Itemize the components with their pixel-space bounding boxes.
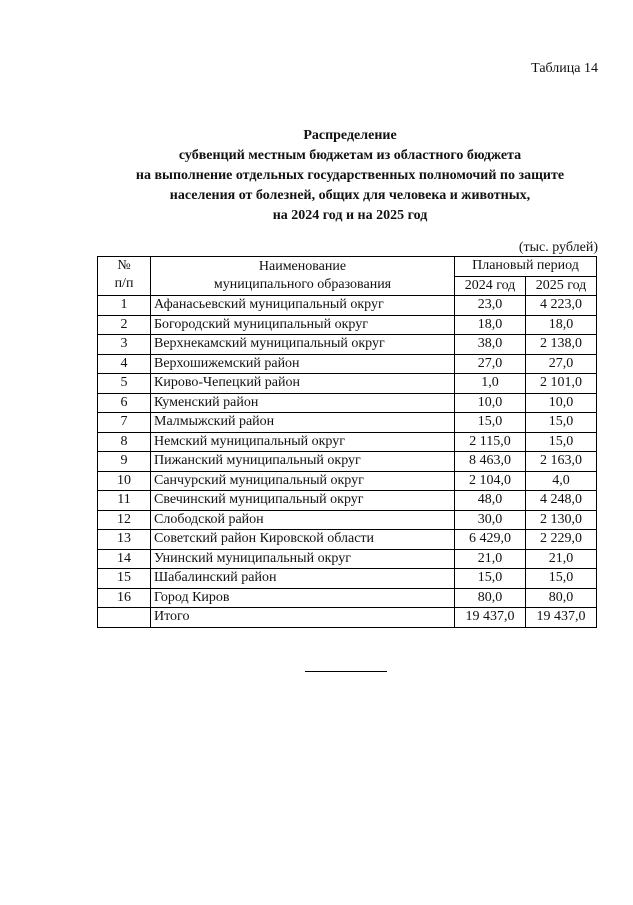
- row-value-2025: 2 163,0: [526, 452, 597, 472]
- row-name: Город Киров: [151, 588, 455, 608]
- table-row: [98, 432, 597, 452]
- row-value-2025: 4,0: [526, 471, 597, 491]
- row-number: 8: [98, 432, 151, 452]
- row-name: Шабалинский район: [151, 569, 455, 589]
- row-value-2024: 48,0: [455, 491, 526, 511]
- header-num-line1: №: [117, 258, 131, 273]
- row-number: 1: [98, 296, 151, 316]
- row-number: 7: [98, 413, 151, 433]
- table-row: [98, 549, 597, 569]
- table-row: [98, 354, 597, 374]
- table-row: [98, 315, 597, 335]
- row-value-2025: 2 101,0: [526, 374, 597, 394]
- distribution-table: [97, 256, 597, 628]
- row-number: 2: [98, 315, 151, 335]
- row-name: Богородский муниципальный округ: [151, 315, 455, 335]
- table-body: [98, 296, 597, 628]
- header-num-line2: п/п: [114, 276, 134, 291]
- total-row: [98, 608, 597, 628]
- row-value-2024: 15,0: [455, 569, 526, 589]
- table-row: [98, 413, 597, 433]
- row-name: Куменский район: [151, 393, 455, 413]
- row-value-2025: 80,0: [526, 588, 597, 608]
- heading-line: Распределение: [303, 128, 397, 143]
- row-value-2024: 38,0: [455, 335, 526, 355]
- row-value-2025: 2 229,0: [526, 530, 597, 550]
- row-name: Санчурский муниципальный округ: [151, 471, 455, 491]
- row-number: 15: [98, 569, 151, 589]
- total-value-2024: 19 437,0: [455, 608, 526, 628]
- heading-line: на 2024 год и на 2025 год: [272, 208, 428, 223]
- row-number: 14: [98, 549, 151, 569]
- row-value-2025: 15,0: [526, 413, 597, 433]
- total-number: [98, 608, 151, 628]
- row-name: Пижанский муниципальный округ: [151, 452, 455, 472]
- table-row: [98, 374, 597, 394]
- row-value-2025: 21,0: [526, 549, 597, 569]
- row-number: 5: [98, 374, 151, 394]
- row-value-2024: 18,0: [455, 315, 526, 335]
- row-value-2025: 18,0: [526, 315, 597, 335]
- row-number: 4: [98, 354, 151, 374]
- row-value-2025: 2 130,0: [526, 510, 597, 530]
- row-value-2024: 30,0: [455, 510, 526, 530]
- row-value-2024: 6 429,0: [455, 530, 526, 550]
- row-name: Кирово-Чепецкий район: [151, 374, 455, 394]
- header-year-2025: 2025 год: [526, 276, 597, 296]
- heading-line: населения от болезней, общих для человека и животных,: [169, 188, 531, 203]
- row-value-2025: 27,0: [526, 354, 597, 374]
- row-number: 10: [98, 471, 151, 491]
- row-value-2024: 1,0: [455, 374, 526, 394]
- heading-line: субвенций местным бюджетам из областного бюджета: [178, 148, 522, 163]
- row-number: 11: [98, 491, 151, 511]
- row-value-2024: 2 104,0: [455, 471, 526, 491]
- row-value-2025: 15,0: [526, 432, 597, 452]
- table-row: [98, 393, 597, 413]
- row-name: Советский район Кировской области: [151, 530, 455, 550]
- row-value-2025: 2 138,0: [526, 335, 597, 355]
- table-row: [98, 530, 597, 550]
- header-year-2024: 2024 год: [455, 276, 526, 296]
- table-row: [98, 491, 597, 511]
- row-value-2024: 80,0: [455, 588, 526, 608]
- row-name: Свечинский муниципальный округ: [151, 491, 455, 511]
- heading-line: на выполнение отдельных государственных полномочий по защите: [135, 168, 565, 183]
- table-row: [98, 335, 597, 355]
- row-value-2024: 23,0: [455, 296, 526, 316]
- row-name: Верхнекамский муниципальный округ: [151, 335, 455, 355]
- row-name: Верхошижемский район: [151, 354, 455, 374]
- row-name: Немский муниципальный округ: [151, 432, 455, 452]
- row-value-2025: 10,0: [526, 393, 597, 413]
- row-number: 3: [98, 335, 151, 355]
- row-number: 13: [98, 530, 151, 550]
- row-value-2024: 15,0: [455, 413, 526, 433]
- table-number-label: Таблица 14: [531, 61, 598, 76]
- table-row: [98, 452, 597, 472]
- row-number: 9: [98, 452, 151, 472]
- header-num: [98, 257, 151, 296]
- table-row: [98, 588, 597, 608]
- row-value-2024: 2 115,0: [455, 432, 526, 452]
- row-value-2024: 27,0: [455, 354, 526, 374]
- row-value-2024: 8 463,0: [455, 452, 526, 472]
- row-number: 12: [98, 510, 151, 530]
- header-name-line2: муниципального образования: [213, 277, 392, 292]
- row-number: 6: [98, 393, 151, 413]
- table-row: [98, 471, 597, 491]
- row-name: Слободской район: [151, 510, 455, 530]
- row-name: Малмыжский район: [151, 413, 455, 433]
- row-value-2024: 21,0: [455, 549, 526, 569]
- header-name-line1: Наименование: [258, 259, 347, 274]
- units-note: (тыс. рублей): [518, 240, 598, 255]
- row-value-2025: 15,0: [526, 569, 597, 589]
- row-name: Афанасьевский муниципальный округ: [151, 296, 455, 316]
- total-value-2025: 19 437,0: [526, 608, 597, 628]
- total-label: Итого: [151, 608, 455, 628]
- closing-rule: [305, 671, 387, 672]
- row-value-2025: 4 248,0: [526, 491, 597, 511]
- row-value-2024: 10,0: [455, 393, 526, 413]
- row-name: Унинский муниципальный округ: [151, 549, 455, 569]
- row-number: 16: [98, 588, 151, 608]
- table-row: [98, 569, 597, 589]
- header-period: Плановый период: [455, 257, 597, 277]
- table-row: [98, 510, 597, 530]
- row-value-2025: 4 223,0: [526, 296, 597, 316]
- table-row: [98, 296, 597, 316]
- header-name: [151, 257, 455, 296]
- document-heading: [0, 126, 633, 226]
